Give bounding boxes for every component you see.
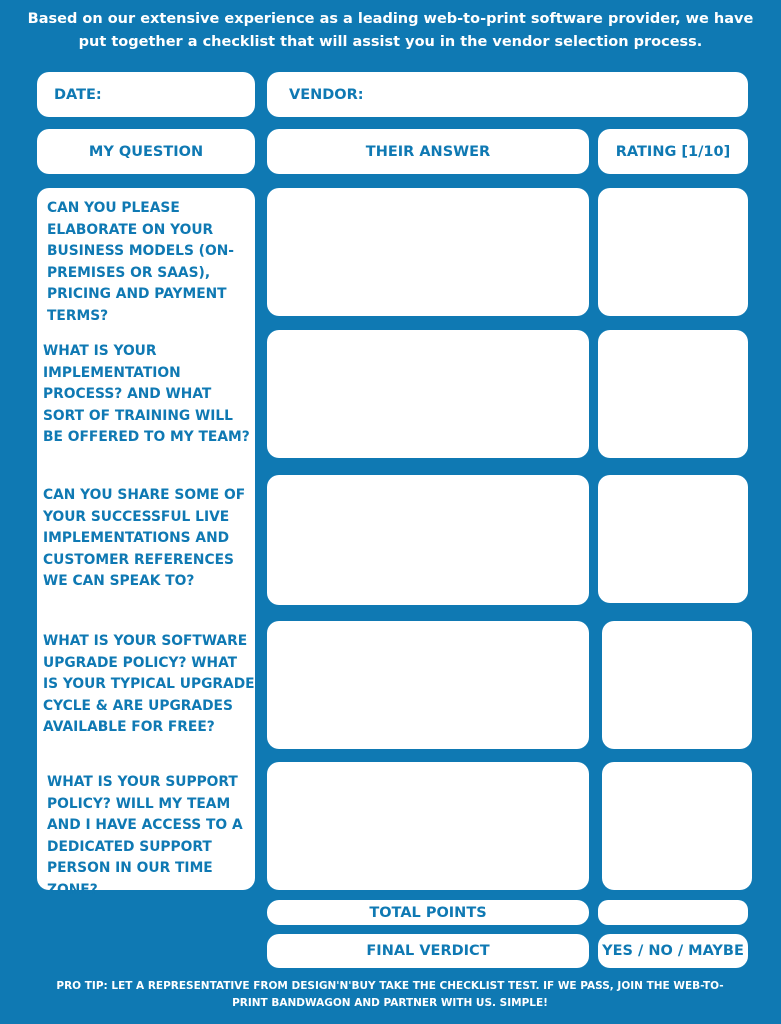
vendor-label: VENDOR: <box>289 86 364 103</box>
header-their-answer-label: THEIR ANSWER <box>365 143 491 160</box>
total-points-row <box>267 900 589 925</box>
date-label: DATE: <box>54 86 102 103</box>
rating-box-3[interactable] <box>598 475 748 603</box>
final-verdict-label: FINAL VERDICT <box>366 943 490 959</box>
final-verdict-row <box>267 934 589 968</box>
date-field[interactable] <box>37 72 255 117</box>
rating-box-2[interactable] <box>598 330 748 458</box>
verdict-options-label: YES / NO / MAYBE <box>602 943 744 959</box>
rating-box-4[interactable] <box>602 621 752 749</box>
answer-box-2[interactable] <box>267 330 589 458</box>
rating-box-5[interactable] <box>602 762 752 890</box>
header-my-question <box>37 129 255 174</box>
question-4: WHAT IS YOUR SOFTWARE UPGRADE POLICY? WHAT IS YOUR TYPICAL UPGRADE CYCLE & ARE UPGRADES AVAILABLE FOR FREE? <box>43 633 255 736</box>
header-rating <box>598 129 748 174</box>
answer-box-3[interactable] <box>267 475 589 605</box>
header-my-question-label: MY QUESTION <box>88 143 204 160</box>
question-2: WHAT IS YOUR IMPLEMENTATION PROCESS? AND WHAT SORT OF TRAINING WILL BE OFFERED TO MY TEAM? <box>43 343 250 446</box>
header-their-answer <box>267 129 589 174</box>
answer-box-1[interactable] <box>267 188 589 316</box>
question-5: WHAT IS YOUR SUPPORT POLICY? WILL MY TEAM AND I HAVE ACCESS TO A DEDICATED SUPPORT PERSON IN OUR TIME ZONE? <box>47 774 243 898</box>
verdict-options-box[interactable] <box>598 934 748 968</box>
rating-box-1[interactable] <box>598 188 748 316</box>
vendor-field[interactable] <box>267 72 748 117</box>
question-3: CAN YOU SHARE SOME OF YOUR SUCCESSFUL LIVE IMPLEMENTATIONS AND CUSTOMER REFERENCES WE CAN SPEAK TO? <box>43 487 246 590</box>
pro-tip: PRO TIP: LET A REPRESENTATIVE FROM DESIGN'N'BUY TAKE THE CHECKLIST TEST. IF WE PASS, JOIN THE WEB-TO-PRINT BANDWAGON AND PARTNER WITH US. SIMPLE! <box>56 980 724 1009</box>
answer-box-5[interactable] <box>267 762 589 890</box>
header-rating-label: RATING [1/10] <box>615 143 731 160</box>
total-points-box[interactable] <box>598 900 748 925</box>
question-1: CAN YOU PLEASE ELABORATE ON YOUR BUSINESS MODELS (ON-PREMISES OR SAAS), PRICING AND PAYMENT TERMS? <box>47 200 234 324</box>
intro-text: Based on our extensive experience as a leading web-to-print software provider, we have put together a checklist that will assist you in the vendor selection process. <box>27 11 754 50</box>
answer-box-4[interactable] <box>267 621 589 749</box>
total-points-label: TOTAL POINTS <box>369 904 487 921</box>
